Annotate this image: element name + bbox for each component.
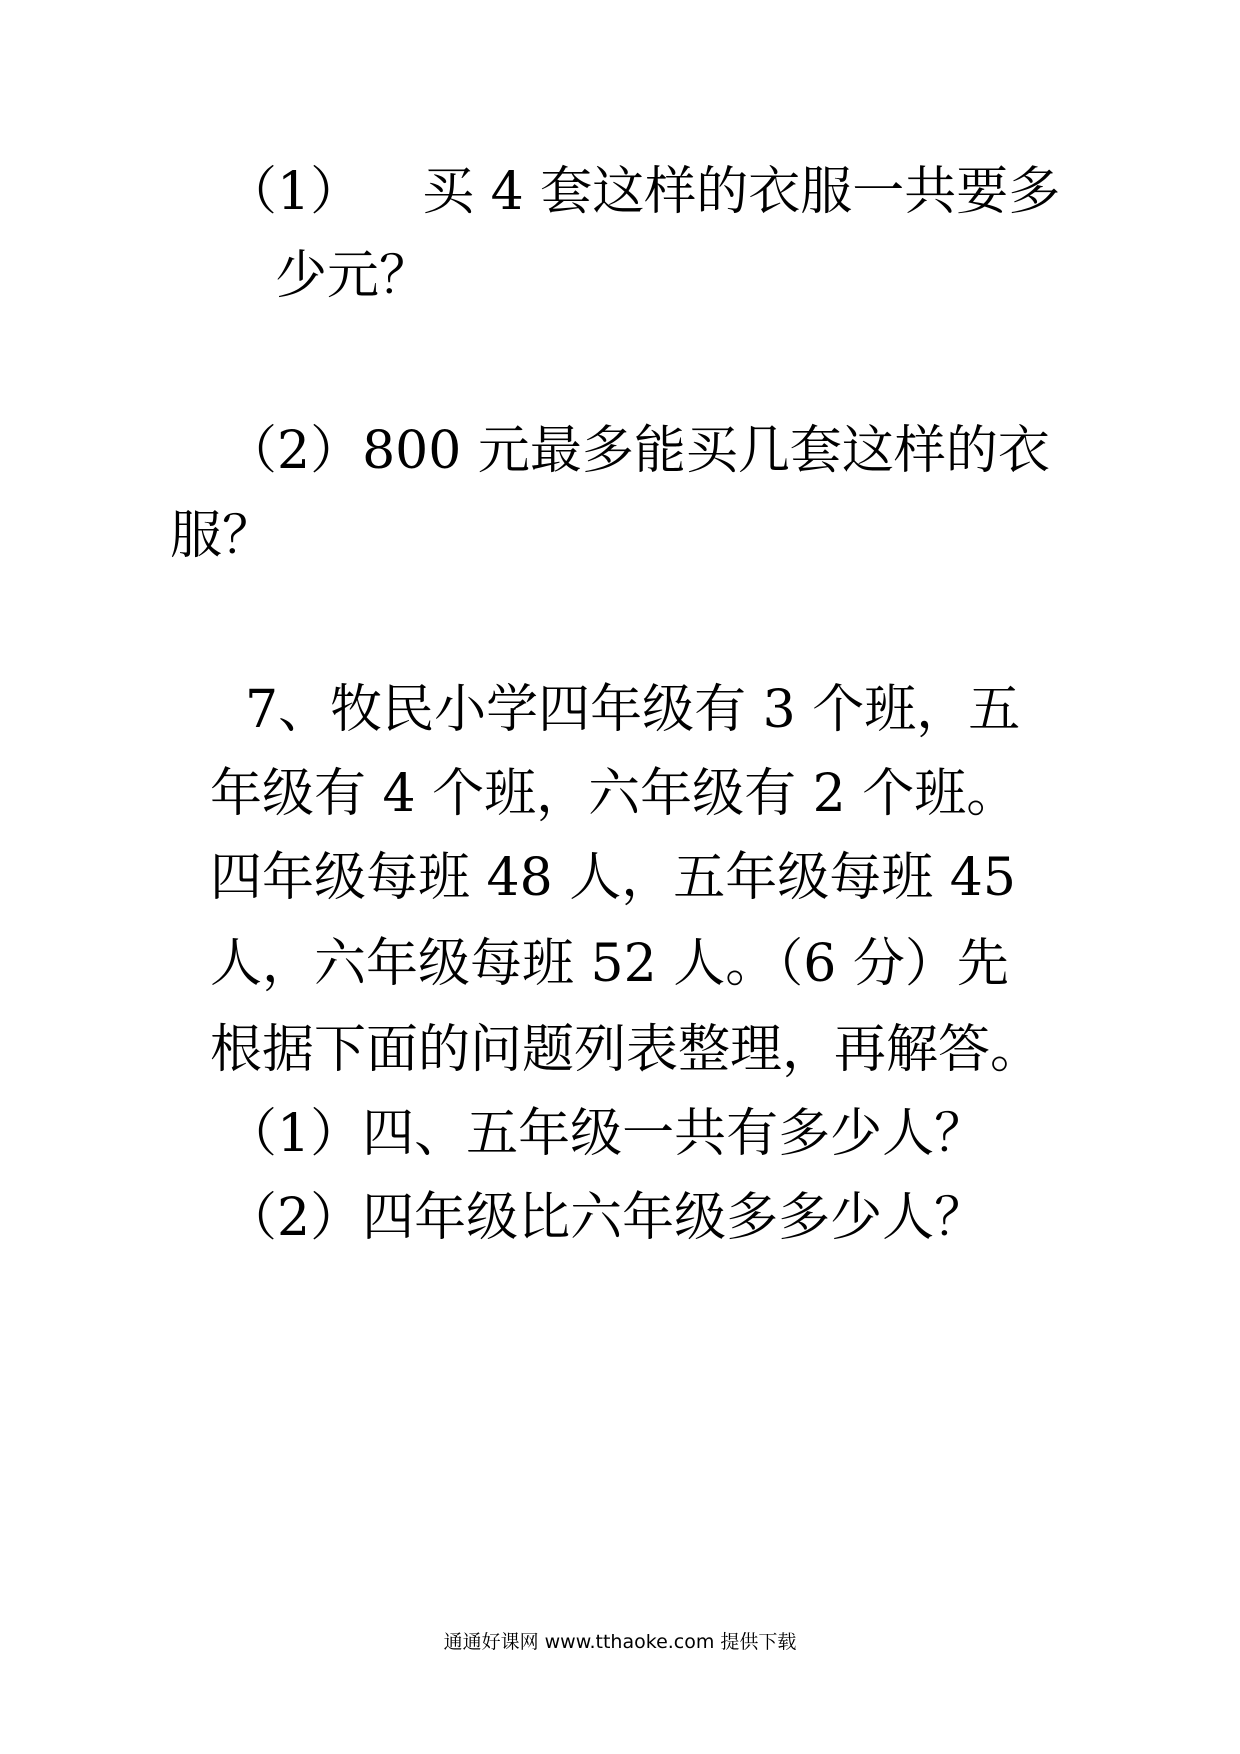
q7-line3: 四年级每班 48 人，五年级每班 45 — [210, 848, 1016, 908]
q7-line4-tail: 先 — [956, 934, 1009, 994]
q7-sub1: （1）四、五年级一共有多少人？ — [225, 1104, 987, 1164]
footer-credit: 通通好课网 www.tthaoke.com 提供下载 — [443, 1631, 797, 1653]
q6-sub1-line2: 少元？ — [275, 246, 432, 306]
q7-line4 — [210, 934, 1009, 994]
q7-line1: 7、牧民小学四年级有 3 个班，五 — [245, 680, 1021, 740]
q6-sub1-text: 买 4 套这样的衣服一共要多 — [422, 162, 1061, 222]
q6-sub1-line1 — [225, 162, 1061, 222]
q6-sub2-line1: （2）800 元最多能买几套这样的衣 — [225, 421, 1050, 481]
q7-sub2: （2）四年级比六年级多多少人？ — [225, 1188, 987, 1248]
q6-sub1-label: （1） — [225, 162, 363, 222]
q7-line2: 年级有 4 个班，六年级有 2 个班。 — [210, 764, 1019, 824]
q7-line4-text: 人，六年级每班 52 人。（6 分） — [210, 934, 957, 994]
q6-sub2-line2: 服？ — [170, 506, 275, 566]
q7-line5: 根据下面的问题列表整理，再解答。 — [210, 1020, 1043, 1080]
